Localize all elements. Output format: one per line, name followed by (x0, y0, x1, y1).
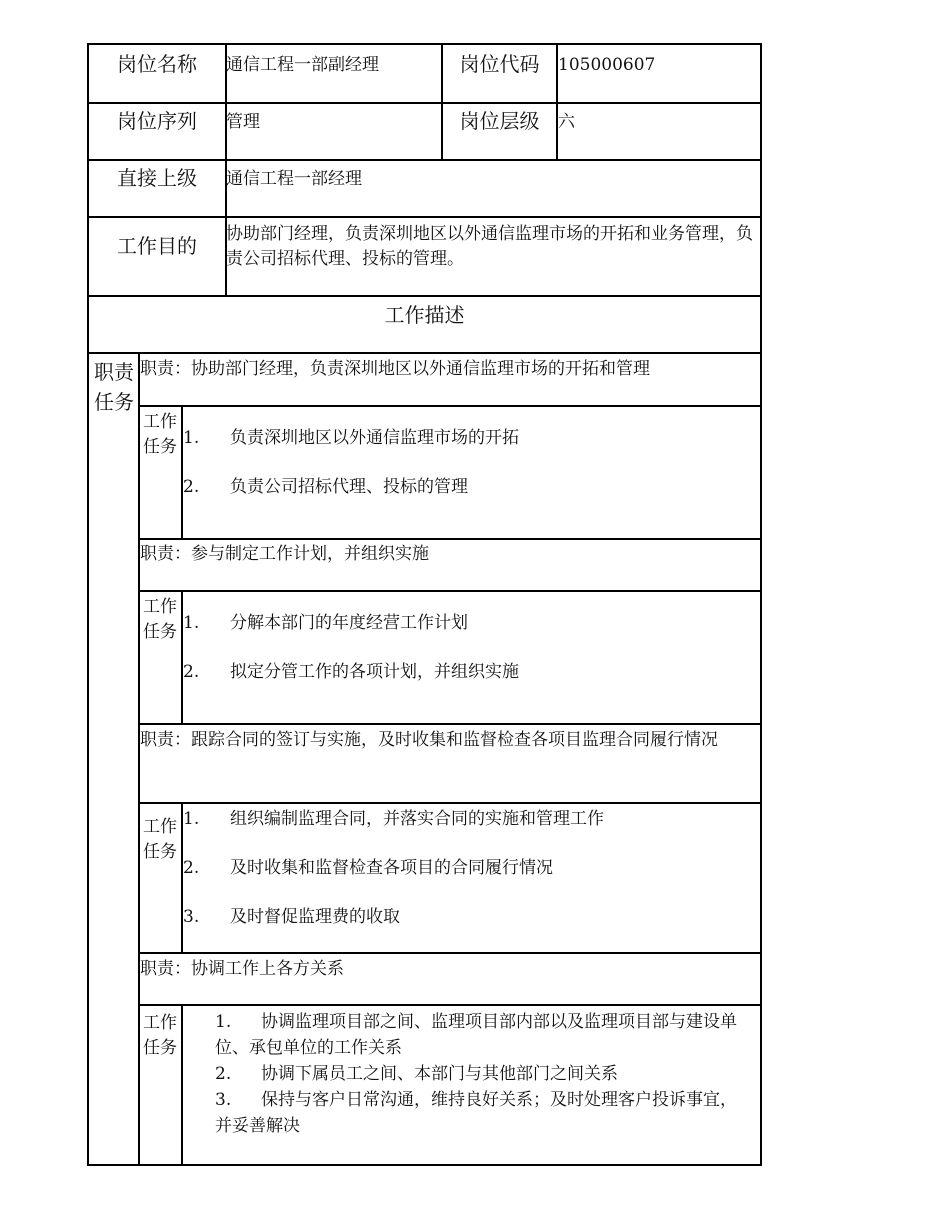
task-item: 1. 分解本部门的年度经营工作计划 (183, 613, 468, 633)
table-border-right (760, 43, 762, 1166)
duty-title: 职责：协助部门经理，负责深圳地区以外通信监理市场的开拓和管理 (140, 359, 650, 379)
row-divider (87, 295, 762, 297)
task-item: 2. 及时收集和监督检查各项目的合同履行情况 (183, 858, 553, 878)
duties-label: 职责任务 (94, 360, 134, 414)
row-divider (138, 590, 762, 592)
task-item: 3. 保持与客户日常沟通，维持良好关系；及时处理客户投诉事宜，并妥善解决 (215, 1090, 737, 1136)
description-title: 工作描述 (384, 303, 465, 327)
task-item: 1. 组织编制监理合同，并落实合同的实施和管理工作 (183, 809, 604, 829)
row-divider (87, 352, 762, 354)
table-border-bottom (87, 1164, 762, 1166)
position-code-value: 105000607 (558, 55, 656, 75)
task-label: 工作任务 (143, 412, 177, 457)
sequence-label: 岗位序列 (117, 109, 197, 133)
row-divider (87, 216, 762, 218)
col-divider (181, 1004, 183, 1166)
purpose-value: 协助部门经理，负责深圳地区以外通信监理市场的开拓和业务管理，负责公司招标代理、投标的管理。 (226, 224, 753, 269)
table-border-left (87, 43, 89, 1166)
sequence-value: 管理 (226, 112, 260, 132)
task-item: 1. 负责深圳地区以外通信监理市场的开拓 (183, 428, 519, 448)
position-name-label: 岗位名称 (117, 52, 197, 76)
duty-title: 职责：跟踪合同的签订与实施，及时收集和监督检查各项目监理合同履行情况 (140, 730, 718, 750)
row-divider (138, 405, 762, 407)
row-divider (138, 802, 762, 804)
row-divider (138, 538, 762, 540)
task-item: 2. 协调下属员工之间、本部门与其他部门之间关系 (215, 1064, 618, 1084)
row-divider (87, 159, 762, 161)
task-label: 工作任务 (143, 817, 177, 862)
duty-title: 职责：协调工作上各方关系 (140, 959, 344, 979)
superior-value: 通信工程一部经理 (226, 169, 362, 189)
position-name-value: 通信工程一部副经理 (226, 55, 379, 75)
purpose-label: 工作目的 (117, 234, 197, 258)
task-list (215, 1009, 750, 1139)
task-item: 3. 及时督促监理费的收取 (183, 907, 400, 927)
level-value: 六 (558, 112, 575, 132)
position-code-label: 岗位代码 (459, 52, 540, 76)
task-label: 工作任务 (143, 1013, 177, 1058)
task-item: 2. 拟定分管工作的各项计划，并组织实施 (183, 662, 519, 682)
task-label: 工作任务 (143, 597, 177, 642)
row-divider (87, 102, 762, 104)
row-divider (138, 952, 762, 954)
duty-title: 职责：参与制定工作计划，并组织实施 (140, 544, 429, 564)
superior-label: 直接上级 (117, 166, 197, 190)
row-divider (138, 723, 762, 725)
row-divider (138, 1004, 762, 1006)
task-item: 2. 负责公司招标代理、投标的管理 (183, 477, 468, 497)
task-item: 1. 协调监理项目部之间、监理项目部内部以及监理项目部与建设单位、承包单位的工作关系 (215, 1012, 737, 1058)
level-label: 岗位层级 (459, 109, 540, 133)
table-border-top (87, 43, 762, 45)
